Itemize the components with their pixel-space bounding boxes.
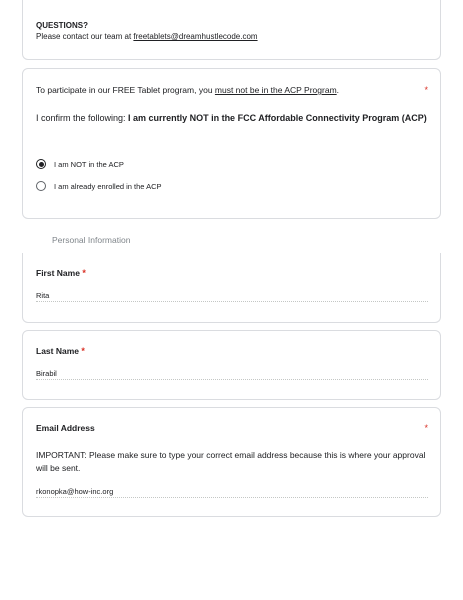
radio-option-enrolled-in-acp[interactable] [36, 181, 162, 191]
questions-text-prefix: Please contact our team at [36, 32, 134, 41]
questions-text [36, 32, 258, 41]
acp-question-card [22, 68, 441, 219]
first-name-underline [36, 301, 428, 302]
email-card [22, 407, 441, 517]
last-name-input[interactable]: Birabil [36, 369, 57, 378]
required-asterisk: * [424, 85, 428, 95]
questions-title: QUESTIONS? [36, 21, 89, 30]
radio-unselected-icon[interactable] [36, 181, 46, 191]
last-name-underline [36, 379, 428, 380]
questions-card [22, 0, 441, 60]
acp-confirm-prefix: I confirm the following: [36, 113, 129, 123]
first-name-label: First Name * [36, 268, 86, 278]
first-name-input[interactable]: Rita [36, 291, 50, 300]
acp-intro-text [36, 85, 339, 95]
email-label: Email Address [36, 423, 95, 433]
contact-email-link[interactable]: freetablets@dreamhustlecode.com [133, 32, 258, 41]
radio-label: I am NOT in the ACP [54, 159, 124, 169]
first-name-card [22, 253, 441, 323]
last-name-label: Last Name * [36, 346, 85, 356]
acp-intro-suffix: . [336, 85, 340, 95]
radio-option-not-in-acp[interactable] [36, 159, 124, 169]
acp-confirm-bold: I am currently NOT in the FCC Affordable Connectivity Program (ACP) [128, 113, 427, 123]
acp-intro-prefix: To participate in our FREE Tablet program, you [36, 85, 215, 95]
email-input[interactable]: rkonopka@how-inc.org [36, 487, 114, 496]
required-asterisk: * [81, 346, 85, 356]
email-important-note: IMPORTANT: Please make sure to type your correct email address because this is where your approval will be sent. [36, 450, 426, 473]
email-underline [36, 497, 428, 498]
acp-intro-underline: must not be in the ACP Program [214, 85, 337, 95]
radio-label: I am already enrolled in the ACP [54, 181, 162, 191]
section-header-personal-information: Personal Information [52, 235, 131, 245]
acp-confirm-text [36, 111, 431, 125]
required-asterisk: * [82, 268, 86, 278]
radio-selected-icon[interactable] [36, 159, 46, 169]
last-name-card [22, 330, 441, 400]
required-asterisk: * [424, 423, 428, 433]
